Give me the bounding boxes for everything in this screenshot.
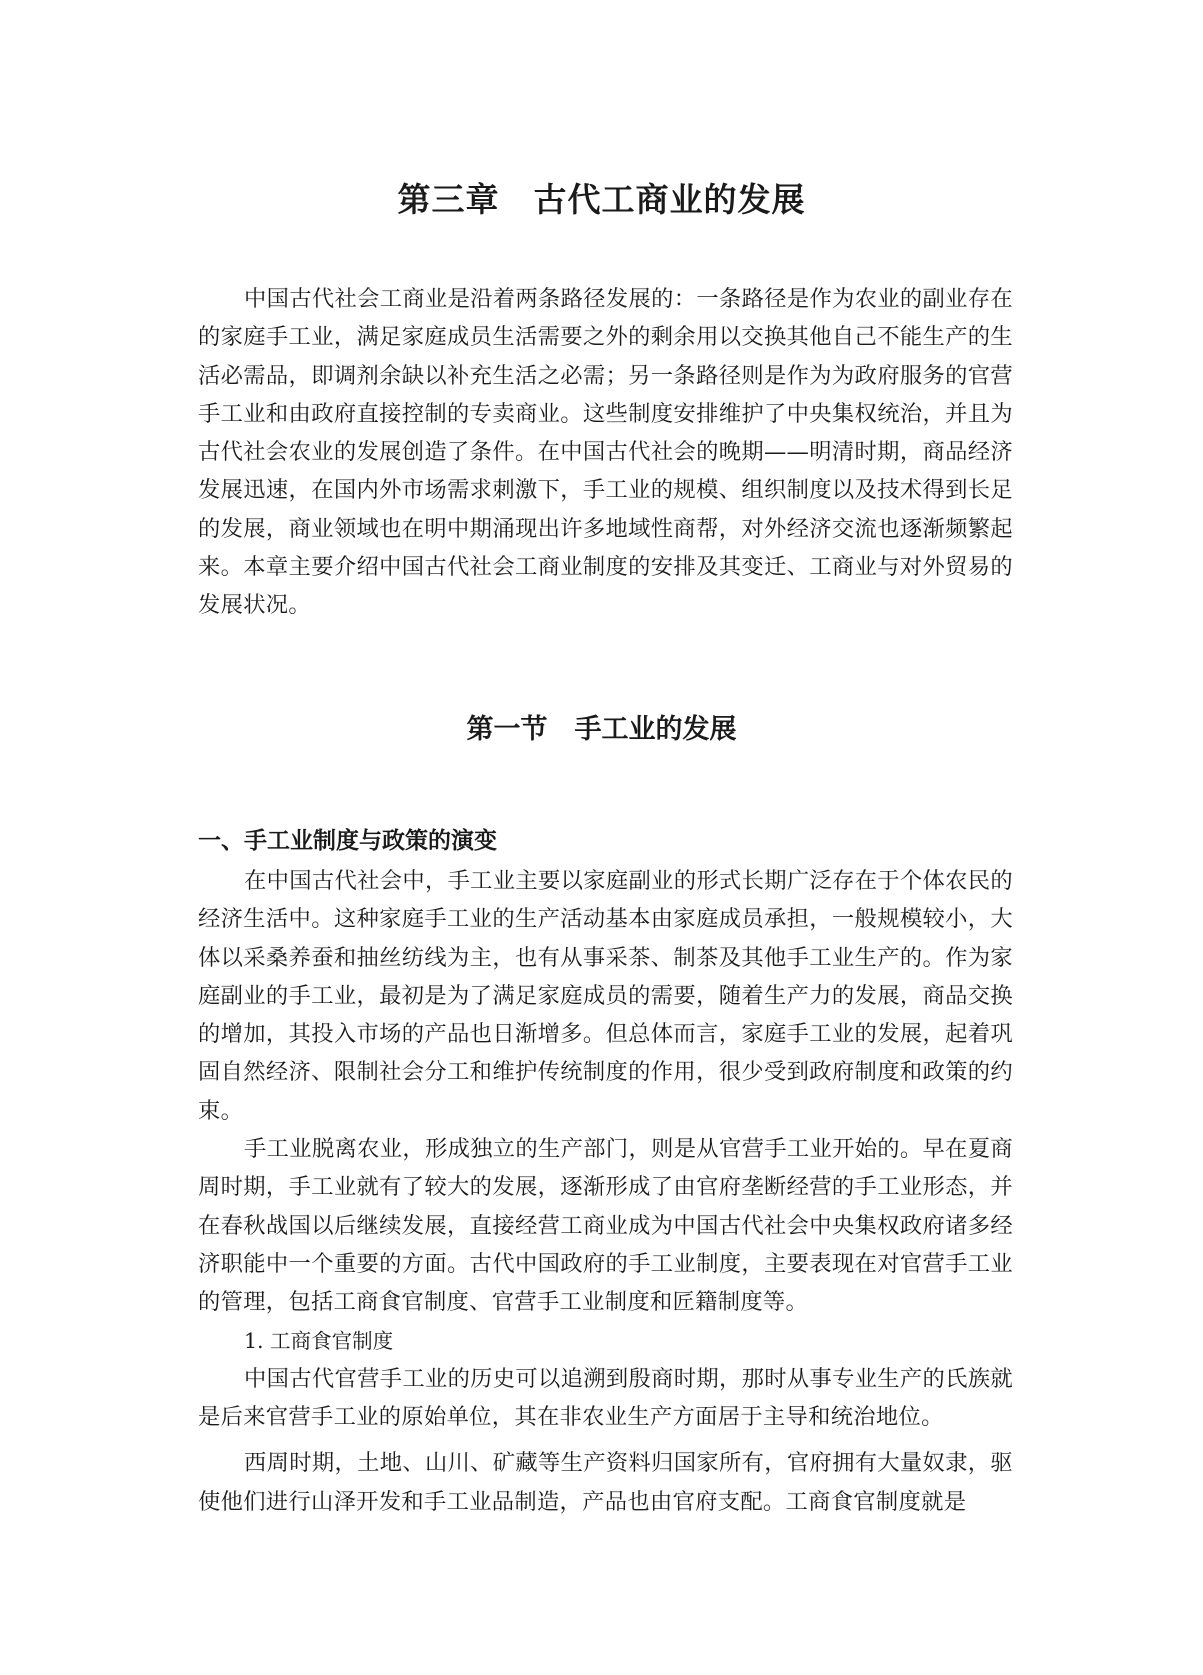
body-paragraph: 中国古代官营手工业的历史可以追溯到殷商时期，那时从事专业生产的氏族就是后来官营手工业的原始单位，其在非农业生产方面居于主导和统治地位。: [198, 1365, 1013, 1431]
body-paragraph: 西周时期，土地、山川、矿藏等生产资料归国家所有，官府拥有大量奴隶，驱使他们进行山泽开发和手工业品制造，产品也由官府支配。工商食官制度就是: [198, 1450, 1013, 1515]
subsection-body: [198, 862, 1013, 1521]
body-paragraph: 手工业脱离农业，形成独立的生产部门，则是从官营手工业开始的。早在夏商周时期，手工业就有了较大的发展，逐渐形成了由官府垄断经营的手工业形态，并在春秋战国以后继续发展，直接经营工商业成为中国古代社会中央集权政府诸多经济职能中一个重要的方面。古代中国政府的手工业制度，主要表现在对官营手工业的管理，包括工商食官制度、官营手工业制度和匠籍制度等。: [198, 1136, 1013, 1316]
section-title: 第一节 手工业的发展: [466, 714, 737, 745]
body-paragraph: 在中国古代社会中，手工业主要以家庭副业的形式长期广泛存在于个体农民的经济生活中。这种家庭手工业的生产活动基本由家庭成员承担，一般规模较小，大体以采桑养蚕和抽丝纺线为主，也有从事采茶、制茶及其他手工业生产的。作为家庭副业的手工业，最初是为了满足家庭成员的需要，随着生产力的发展，商品交换的增加，其投入市场的产品也日渐增多。但总体而言，家庭手工业的发展，起着巩固自然经济、限制社会分工和维护传统制度的作用，很少受到政府制度和政策的约束。: [198, 868, 1013, 1124]
subsection-heading: 一、手工业制度与政策的演变: [198, 828, 497, 854]
item-heading: 1. 工商食官制度: [244, 1328, 394, 1353]
chapter-intro: [198, 280, 1013, 625]
intro-paragraph: 中国古代社会工商业是沿着两条路径发展的：一条路径是作为农业的副业存在的家庭手工业，满足家庭成员生活需要之外的剩余用以交换其他自己不能生产的生活必需品，即调剂余缺以补充生活之必需；另一条路径则是作为为政府服务的官营手工业和由政府直接控制的专卖商业。这些制度安排维护了中央集权统治，并且为古代社会农业的发展创造了条件。在中国古代社会的晚期——明清时期，商品经济发展迅速，在国内外市场需求刺激下，手工业的规模、组织制度以及技术得到长足的发展，商业领域也在明中期涌现出许多地域性商帮，对外经济交流也逐渐频繁起来。本章主要介绍中国古代社会工商业制度的安排及其变迁、工商业与对外贸易的发展状况。: [198, 286, 1013, 619]
chapter-title: 第三章 古代工商业的发展: [397, 180, 806, 219]
